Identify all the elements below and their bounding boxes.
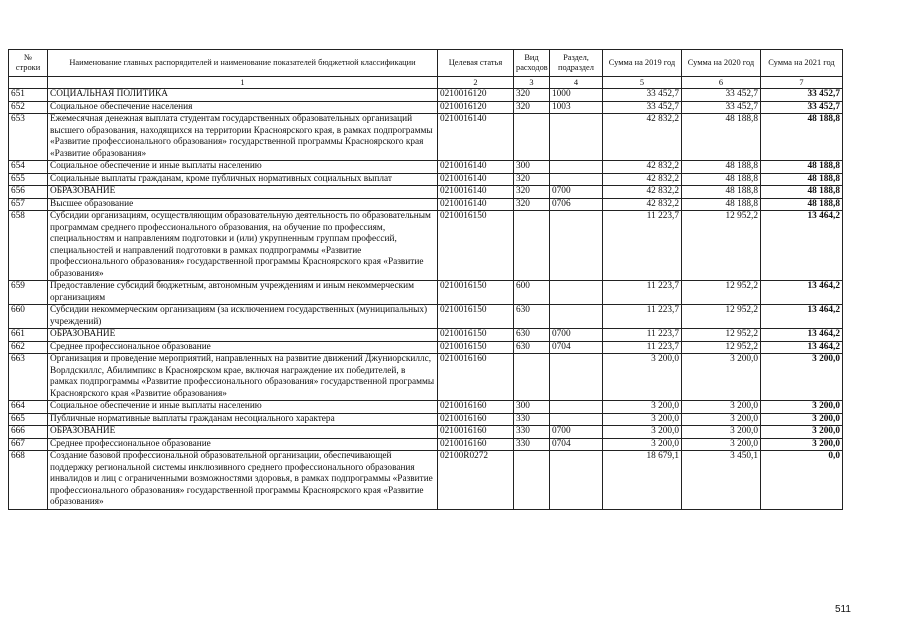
sum-2019: 42 832,2 [603, 173, 682, 186]
row-name: Публичные нормативные выплаты гражданам несоциального характера [48, 413, 438, 426]
expense-type: 320 [514, 89, 550, 102]
expense-type [514, 354, 550, 401]
index-cell [9, 77, 48, 89]
row-number: 653 [9, 114, 48, 161]
expense-type [514, 114, 550, 161]
sum-2021: 48 188,8 [761, 114, 843, 161]
target-article: 0210016140 [438, 186, 514, 199]
sum-2019: 11 223,7 [603, 341, 682, 354]
section-code [550, 114, 603, 161]
section-code [550, 161, 603, 174]
row-name: Предоставление субсидий бюджетным, автономным учреждениям и иным некоммерческим организациям [48, 281, 438, 305]
header-cell: Раздел, подраздел [550, 50, 603, 77]
header-cell: Сумма на 2021 год [761, 50, 843, 77]
target-article: 0210016150 [438, 305, 514, 329]
target-article: 0210016150 [438, 341, 514, 354]
table-row [9, 161, 843, 174]
sum-2021: 3 200,0 [761, 413, 843, 426]
row-name: СОЦИАЛЬНАЯ ПОЛИТИКА [48, 89, 438, 102]
sum-2020: 12 952,2 [682, 329, 761, 342]
sum-2021: 3 200,0 [761, 401, 843, 414]
sum-2019: 3 200,0 [603, 426, 682, 439]
row-number: 666 [9, 426, 48, 439]
row-name: Ежемесячная денежная выплата студентам государственных образовательных организаций высшего образования, находящихся на территории Красноярского края, в рамках подпрограммы «Развитие профессионального образования» государственной программы Красноярского края «Развитие образования» [48, 114, 438, 161]
sum-2019: 42 832,2 [603, 114, 682, 161]
sum-2019: 3 200,0 [603, 438, 682, 451]
sum-2019: 18 679,1 [603, 451, 682, 510]
target-article: 0210016160 [438, 426, 514, 439]
section-code [550, 281, 603, 305]
header-cell: Вид расходов [514, 50, 550, 77]
column-index-row [9, 77, 843, 89]
row-number: 665 [9, 413, 48, 426]
target-article: 0210016140 [438, 114, 514, 161]
sum-2021: 0,0 [761, 451, 843, 510]
table-row [9, 329, 843, 342]
index-cell: 1 [48, 77, 438, 89]
section-code [550, 354, 603, 401]
expense-type: 330 [514, 426, 550, 439]
sum-2021: 33 452,7 [761, 89, 843, 102]
target-article: 0210016160 [438, 354, 514, 401]
target-article: 0210016150 [438, 281, 514, 305]
row-number: 655 [9, 173, 48, 186]
section-code: 0704 [550, 438, 603, 451]
sum-2020: 48 188,8 [682, 198, 761, 211]
expense-type: 630 [514, 341, 550, 354]
sum-2021: 48 188,8 [761, 186, 843, 199]
index-cell: 6 [682, 77, 761, 89]
table-row [9, 173, 843, 186]
target-article: 0210016160 [438, 438, 514, 451]
sum-2021: 13 464,2 [761, 329, 843, 342]
sum-2020: 12 952,2 [682, 211, 761, 281]
row-name: Организация и проведение мероприятий, направленных на развитие движений Джуниорскиллс, Ворлдскиллс, Абилимпикс в Красноярском крае, включая награждение их победителей, в рамках подпрограммы «Развитие профессионального образования» государственной программы Красноярского края «Развитие образования» [48, 354, 438, 401]
expense-type: 600 [514, 281, 550, 305]
sum-2019: 42 832,2 [603, 198, 682, 211]
row-number: 661 [9, 329, 48, 342]
expense-type: 300 [514, 401, 550, 414]
expense-type: 330 [514, 438, 550, 451]
sum-2021: 13 464,2 [761, 305, 843, 329]
table-row [9, 426, 843, 439]
sum-2021: 48 188,8 [761, 161, 843, 174]
table-row [9, 89, 843, 102]
page-number: 511 [835, 604, 851, 615]
sum-2021: 13 464,2 [761, 281, 843, 305]
sum-2020: 48 188,8 [682, 161, 761, 174]
sum-2019: 3 200,0 [603, 354, 682, 401]
header-cell: Сумма на 2019 год [603, 50, 682, 77]
sum-2020: 12 952,2 [682, 281, 761, 305]
row-name: ОБРАЗОВАНИЕ [48, 426, 438, 439]
expense-type: 300 [514, 161, 550, 174]
row-number: 667 [9, 438, 48, 451]
sum-2020: 33 452,7 [682, 89, 761, 102]
section-code [550, 451, 603, 510]
row-number: 658 [9, 211, 48, 281]
row-name: Среднее профессиональное образование [48, 438, 438, 451]
sum-2020: 3 200,0 [682, 438, 761, 451]
table-row [9, 211, 843, 281]
table-row [9, 281, 843, 305]
expense-type: 320 [514, 101, 550, 114]
section-code: 0706 [550, 198, 603, 211]
expense-type: 320 [514, 173, 550, 186]
section-code [550, 305, 603, 329]
sum-2020: 3 200,0 [682, 413, 761, 426]
expense-type [514, 211, 550, 281]
section-code: 1000 [550, 89, 603, 102]
sum-2020: 3 450,1 [682, 451, 761, 510]
row-number: 652 [9, 101, 48, 114]
sum-2019: 11 223,7 [603, 211, 682, 281]
index-cell: 5 [603, 77, 682, 89]
sum-2019: 42 832,2 [603, 186, 682, 199]
row-name: Социальное обеспечение и иные выплаты населению [48, 401, 438, 414]
section-code [550, 211, 603, 281]
expense-type: 330 [514, 413, 550, 426]
row-number: 659 [9, 281, 48, 305]
sum-2020: 33 452,7 [682, 101, 761, 114]
budget-table [8, 49, 843, 510]
header-cell: № строки [9, 50, 48, 77]
section-code [550, 413, 603, 426]
row-name: Высшее образование [48, 198, 438, 211]
sum-2021: 13 464,2 [761, 211, 843, 281]
header-cell: Сумма на 2020 год [682, 50, 761, 77]
section-code: 0700 [550, 329, 603, 342]
sum-2020: 12 952,2 [682, 341, 761, 354]
row-name: ОБРАЗОВАНИЕ [48, 329, 438, 342]
row-number: 657 [9, 198, 48, 211]
index-cell: 4 [550, 77, 603, 89]
sum-2019: 3 200,0 [603, 413, 682, 426]
table-body [9, 89, 843, 510]
target-article: 0210016140 [438, 161, 514, 174]
sum-2021: 48 188,8 [761, 173, 843, 186]
header-cell: Целевая статья [438, 50, 514, 77]
section-code: 0700 [550, 426, 603, 439]
table-row [9, 186, 843, 199]
sum-2019: 11 223,7 [603, 329, 682, 342]
row-name: Среднее профессиональное образование [48, 341, 438, 354]
index-cell: 3 [514, 77, 550, 89]
expense-type [514, 451, 550, 510]
row-number: 663 [9, 354, 48, 401]
target-article: 02100R0272 [438, 451, 514, 510]
expense-type: 630 [514, 305, 550, 329]
row-number: 660 [9, 305, 48, 329]
sum-2019: 33 452,7 [603, 101, 682, 114]
sum-2021: 33 452,7 [761, 101, 843, 114]
header-row [9, 50, 843, 77]
row-name: Социальные выплаты гражданам, кроме публичных нормативных социальных выплат [48, 173, 438, 186]
target-article: 0210016160 [438, 401, 514, 414]
sum-2019: 33 452,7 [603, 89, 682, 102]
index-cell: 2 [438, 77, 514, 89]
sum-2019: 11 223,7 [603, 305, 682, 329]
sum-2019: 3 200,0 [603, 401, 682, 414]
sum-2020: 3 200,0 [682, 354, 761, 401]
target-article: 0210016150 [438, 329, 514, 342]
section-code: 1003 [550, 101, 603, 114]
target-article: 0210016160 [438, 413, 514, 426]
sum-2020: 12 952,2 [682, 305, 761, 329]
sum-2021: 48 188,8 [761, 198, 843, 211]
table-row [9, 114, 843, 161]
target-article: 0210016120 [438, 101, 514, 114]
row-number: 662 [9, 341, 48, 354]
table-row [9, 198, 843, 211]
row-number: 664 [9, 401, 48, 414]
table-row [9, 451, 843, 510]
sum-2020: 48 188,8 [682, 114, 761, 161]
table-row [9, 401, 843, 414]
row-name: Создание базовой профессиональной образовательной организации, обеспечивающей поддержку региональной системы инклюзивного среднего профессионального образования инвалидов и лиц с ограниченными возможностями здоровья, в рамках подпрограммы «Развитие профессионального образования» государственной программы Красноярского края «Развитие образования» [48, 451, 438, 510]
header-cell: Наименование главных распорядителей и наименование показателей бюджетной классификации [48, 50, 438, 77]
expense-type: 630 [514, 329, 550, 342]
row-name: ОБРАЗОВАНИЕ [48, 186, 438, 199]
row-name: Социальное обеспечение населения [48, 101, 438, 114]
sum-2021: 3 200,0 [761, 426, 843, 439]
sum-2019: 11 223,7 [603, 281, 682, 305]
section-code: 0704 [550, 341, 603, 354]
table-row [9, 101, 843, 114]
sum-2019: 42 832,2 [603, 161, 682, 174]
row-name: Субсидии организациям, осуществляющим образовательную деятельность по образовательным программам среднего профессионального образования, на обучение по профессиям, специальностям и направлениям подготовки и (или) укрупненным группам профессий, специальностей и направлений подготовки в рамках подпрограммы «Развитие профессионального образования» государственной программы Красноярского края «Развитие образования» [48, 211, 438, 281]
sum-2020: 3 200,0 [682, 401, 761, 414]
target-article: 0210016140 [438, 173, 514, 186]
table-row [9, 305, 843, 329]
section-code [550, 173, 603, 186]
target-article: 0210016120 [438, 89, 514, 102]
sum-2021: 3 200,0 [761, 438, 843, 451]
sum-2021: 13 464,2 [761, 341, 843, 354]
sum-2020: 48 188,8 [682, 186, 761, 199]
sum-2021: 3 200,0 [761, 354, 843, 401]
expense-type: 320 [514, 198, 550, 211]
row-name: Социальное обеспечение и иные выплаты населению [48, 161, 438, 174]
row-number: 668 [9, 451, 48, 510]
row-number: 651 [9, 89, 48, 102]
sum-2020: 3 200,0 [682, 426, 761, 439]
index-cell: 7 [761, 77, 843, 89]
table-row [9, 438, 843, 451]
section-code [550, 401, 603, 414]
table-row [9, 413, 843, 426]
target-article: 0210016140 [438, 198, 514, 211]
row-name: Субсидии некоммерческим организациям (за исключением государственных (муниципальных) учреждений) [48, 305, 438, 329]
expense-type: 320 [514, 186, 550, 199]
table-row [9, 354, 843, 401]
sum-2020: 48 188,8 [682, 173, 761, 186]
target-article: 0210016150 [438, 211, 514, 281]
row-number: 656 [9, 186, 48, 199]
table-row [9, 341, 843, 354]
row-number: 654 [9, 161, 48, 174]
section-code: 0700 [550, 186, 603, 199]
